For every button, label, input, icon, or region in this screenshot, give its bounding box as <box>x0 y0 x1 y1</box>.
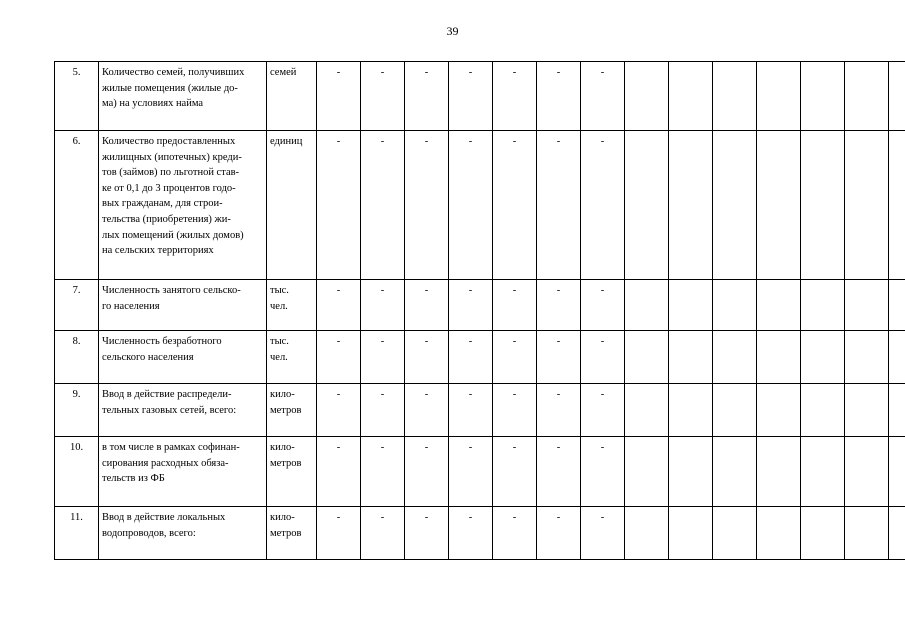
page-number: 39 <box>446 24 459 38</box>
table-row <box>55 131 905 280</box>
unit-of-measure: кило- метров <box>267 384 317 437</box>
empty-cell <box>801 437 845 507</box>
empty-cell <box>845 331 889 384</box>
table-row <box>55 507 905 560</box>
table-row <box>55 280 905 331</box>
empty-cell <box>669 384 713 437</box>
value-cell: - <box>405 280 449 331</box>
indicator-name: Ввод в действие локальных водопроводов, всего: <box>99 507 267 560</box>
unit-of-measure: единиц <box>267 131 317 280</box>
row-number: 8. <box>55 331 99 384</box>
value-cell: - <box>361 331 405 384</box>
value-cell: - <box>581 280 625 331</box>
empty-cell <box>713 331 757 384</box>
value-cell: - <box>493 437 537 507</box>
row-number: 7. <box>55 280 99 331</box>
value-cell: - <box>361 131 405 280</box>
value-cell: - <box>361 437 405 507</box>
value-cell: - <box>581 507 625 560</box>
table-body <box>55 62 905 560</box>
value-cell: - <box>449 437 493 507</box>
table-row <box>55 62 905 131</box>
empty-cell <box>713 437 757 507</box>
empty-cell <box>801 280 845 331</box>
value-cell: - <box>317 331 361 384</box>
empty-cell <box>625 384 669 437</box>
empty-cell <box>801 331 845 384</box>
value-cell: - <box>361 507 405 560</box>
empty-cell <box>845 437 889 507</box>
value-cell: - <box>493 131 537 280</box>
empty-cell <box>889 331 905 384</box>
row-number: 6. <box>55 131 99 280</box>
empty-cell <box>845 280 889 331</box>
value-cell: - <box>405 131 449 280</box>
value-cell: - <box>449 131 493 280</box>
indicator-name: Количество семей, получивших жилые помещения (жилые до- ма) на условиях найма <box>99 62 267 131</box>
empty-cell <box>757 131 801 280</box>
value-cell: - <box>493 280 537 331</box>
value-cell: - <box>537 437 581 507</box>
value-cell: - <box>537 280 581 331</box>
value-cell: - <box>537 62 581 131</box>
indicator-name: Численность занятого сельско- го населения <box>99 280 267 331</box>
empty-cell <box>801 384 845 437</box>
value-cell: - <box>317 62 361 131</box>
empty-cell <box>889 437 905 507</box>
unit-of-measure: семей <box>267 62 317 131</box>
empty-cell <box>757 331 801 384</box>
empty-cell <box>845 384 889 437</box>
empty-cell <box>845 507 889 560</box>
empty-cell <box>801 62 845 131</box>
value-cell: - <box>493 507 537 560</box>
unit-of-measure: тыс. чел. <box>267 331 317 384</box>
value-cell: - <box>537 507 581 560</box>
value-cell: - <box>405 384 449 437</box>
table-row <box>55 384 905 437</box>
value-cell: - <box>581 62 625 131</box>
value-cell: - <box>405 507 449 560</box>
empty-cell <box>625 280 669 331</box>
empty-cell <box>669 131 713 280</box>
value-cell: - <box>317 280 361 331</box>
empty-cell <box>669 437 713 507</box>
value-cell: - <box>493 62 537 131</box>
value-cell: - <box>317 437 361 507</box>
indicators-table <box>54 61 905 560</box>
value-cell: - <box>449 280 493 331</box>
empty-cell <box>889 62 905 131</box>
value-cell: - <box>361 62 405 131</box>
table-row <box>55 331 905 384</box>
value-cell: - <box>405 437 449 507</box>
value-cell: - <box>537 331 581 384</box>
empty-cell <box>801 507 845 560</box>
empty-cell <box>713 384 757 437</box>
empty-cell <box>845 131 889 280</box>
unit-of-measure: тыс. чел. <box>267 280 317 331</box>
empty-cell <box>713 507 757 560</box>
empty-cell <box>669 62 713 131</box>
empty-cell <box>889 384 905 437</box>
value-cell: - <box>361 384 405 437</box>
empty-cell <box>669 280 713 331</box>
indicator-name: Ввод в действие распредели- тельных газовых сетей, всего: <box>99 384 267 437</box>
value-cell: - <box>449 507 493 560</box>
value-cell: - <box>581 437 625 507</box>
empty-cell <box>713 280 757 331</box>
value-cell: - <box>317 507 361 560</box>
value-cell: - <box>493 384 537 437</box>
empty-cell <box>845 62 889 131</box>
empty-cell <box>625 507 669 560</box>
empty-cell <box>801 131 845 280</box>
empty-cell <box>625 437 669 507</box>
empty-cell <box>757 62 801 131</box>
value-cell: - <box>537 384 581 437</box>
empty-cell <box>625 331 669 384</box>
table-row <box>55 437 905 507</box>
empty-cell <box>713 62 757 131</box>
empty-cell <box>757 280 801 331</box>
value-cell: - <box>317 131 361 280</box>
unit-of-measure: кило- метров <box>267 437 317 507</box>
value-cell: - <box>581 131 625 280</box>
value-cell: - <box>493 331 537 384</box>
empty-cell <box>757 437 801 507</box>
value-cell: - <box>361 280 405 331</box>
empty-cell <box>757 507 801 560</box>
value-cell: - <box>449 62 493 131</box>
empty-cell <box>889 131 905 280</box>
empty-cell <box>713 131 757 280</box>
empty-cell <box>889 507 905 560</box>
empty-cell <box>889 280 905 331</box>
row-number: 9. <box>55 384 99 437</box>
empty-cell <box>625 62 669 131</box>
value-cell: - <box>317 384 361 437</box>
value-cell: - <box>581 384 625 437</box>
indicator-name: Количество предоставленных жилищных (ипотечных) креди- тов (займов) по льготной став- ке от 0,1 до 3 процентов годо- вых гражданам, для строи- тельства (приобретения) жи- лых помещений (жилых домов) на сельских территориях <box>99 131 267 280</box>
row-number: 10. <box>55 437 99 507</box>
empty-cell <box>669 507 713 560</box>
row-number: 11. <box>55 507 99 560</box>
value-cell: - <box>405 331 449 384</box>
value-cell: - <box>581 331 625 384</box>
value-cell: - <box>537 131 581 280</box>
value-cell: - <box>405 62 449 131</box>
value-cell: - <box>449 384 493 437</box>
indicator-name: Численность безработного сельского населения <box>99 331 267 384</box>
empty-cell <box>625 131 669 280</box>
empty-cell <box>757 384 801 437</box>
row-number: 5. <box>55 62 99 131</box>
indicator-name: в том числе в рамках софинан- сирования расходных обяза- тельств из ФБ <box>99 437 267 507</box>
unit-of-measure: кило- метров <box>267 507 317 560</box>
empty-cell <box>669 331 713 384</box>
value-cell: - <box>449 331 493 384</box>
